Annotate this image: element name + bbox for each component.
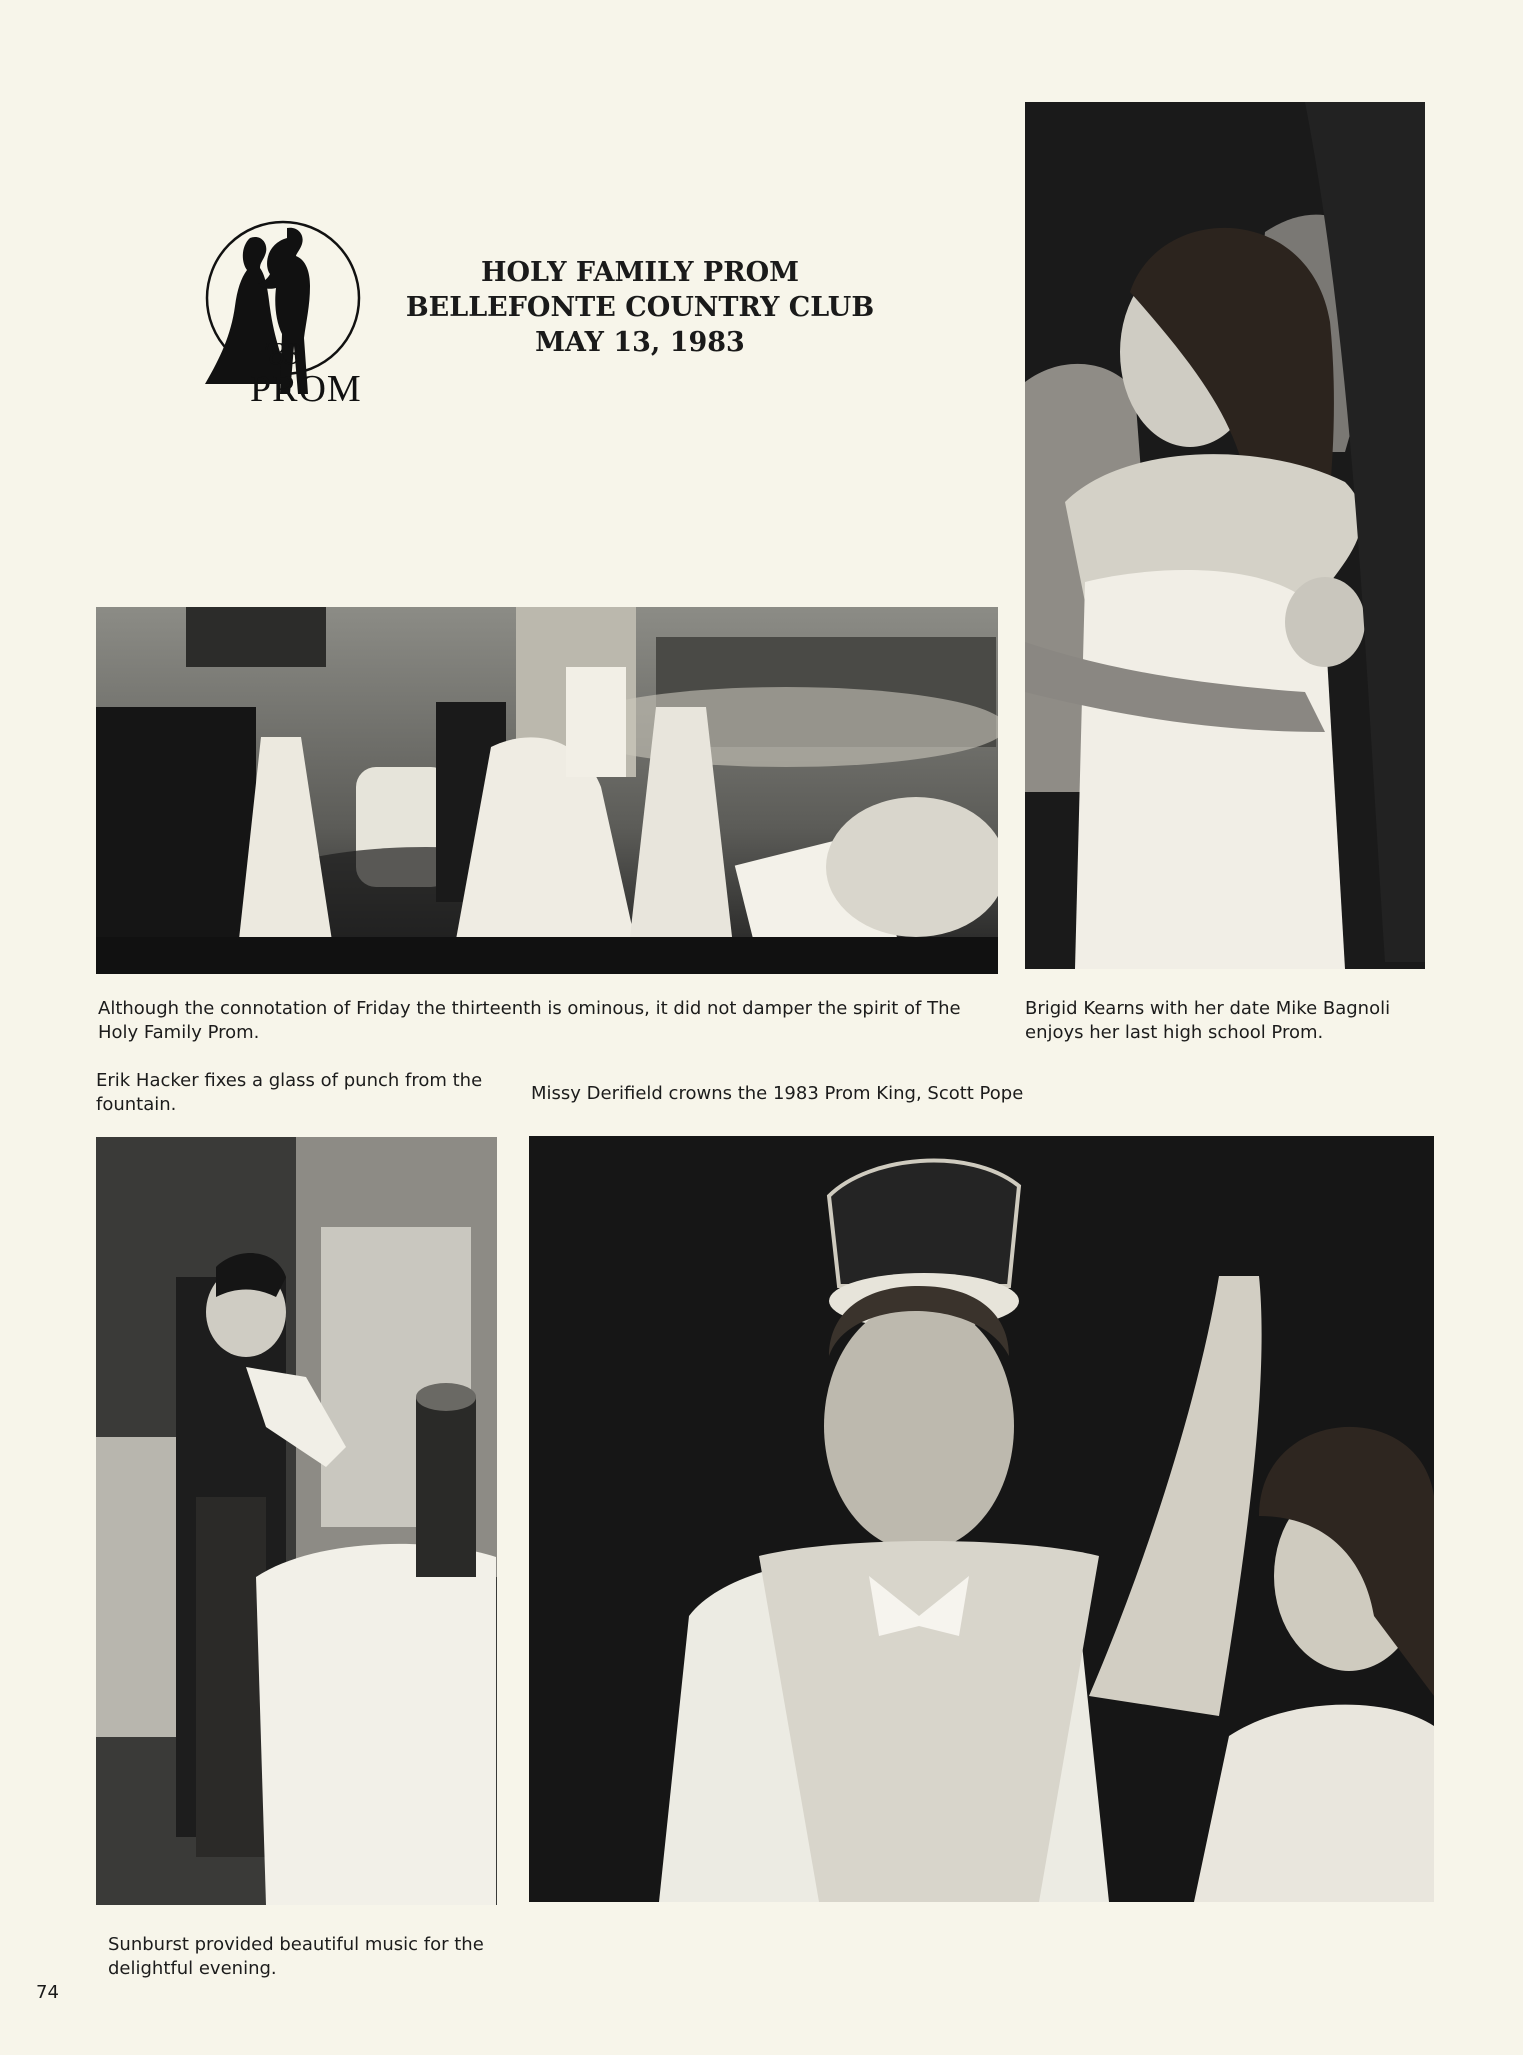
caption-couple: Brigid Kearns with her date Mike Bagnoli enjoys her last high school Prom. [1025, 998, 1391, 1043]
logo-year: '83 [262, 335, 301, 371]
caption-dance: Although the connotation of Friday the thirteenth is ominous, it did not damper the spirit of The Holy Family Prom. [98, 998, 961, 1043]
caption-erik: Erik Hacker fixes a glass of punch from the fountain. [96, 1070, 483, 1115]
page-title [380, 255, 900, 360]
caption-missy: Missy Derifield crowns the 1983 Prom King, Scott Pope [531, 1083, 1024, 1104]
title-line-date: MAY 13, 1983 [535, 327, 745, 358]
logo-word: PROM [250, 368, 362, 410]
photo-punch-fountain [96, 1137, 497, 1905]
photo-crowning [529, 1136, 1434, 1902]
title-line-event: HOLY FAMILY PROM [480, 257, 800, 288]
page-number: 74 [36, 1982, 59, 2003]
photo-dance-floor [96, 607, 998, 974]
caption-sunburst: Sunburst provided beautiful music for the delightful evening. [108, 1934, 484, 1979]
photo-couple-dancing [1025, 102, 1425, 969]
title-line-venue: BELLEFONTE COUNTRY CLUB [405, 292, 875, 323]
